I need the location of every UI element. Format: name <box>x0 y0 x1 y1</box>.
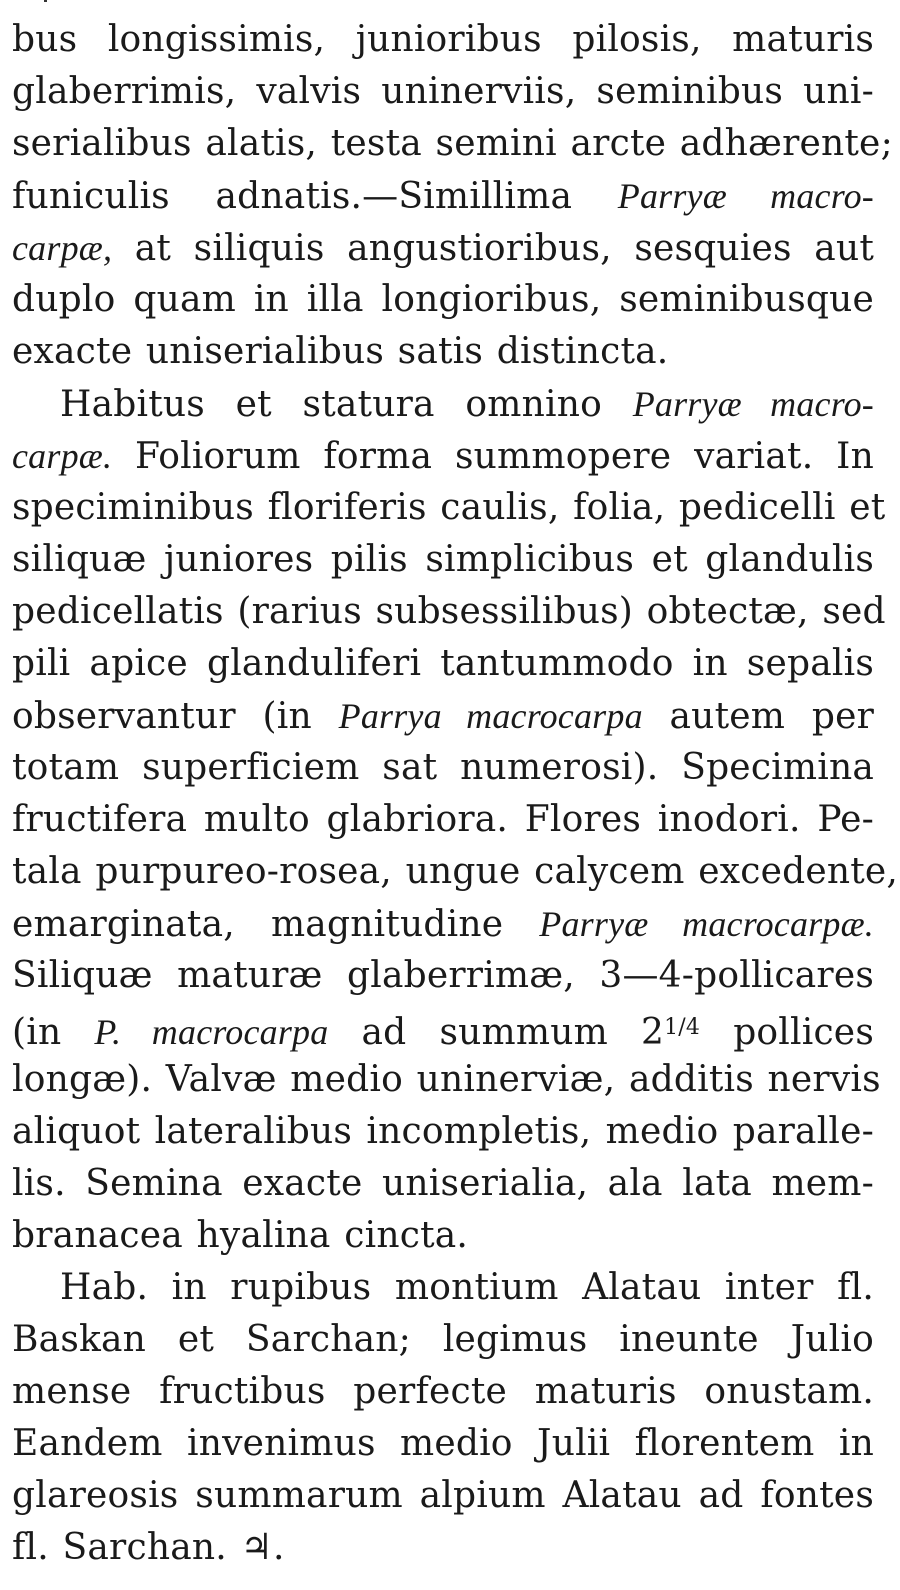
text-line: branacea hyalina cincta. <box>12 1215 469 1256</box>
text-line: carpæ, at siliquis angustioribus, sesquies aut <box>12 228 874 269</box>
taxon-name: carpæ. <box>12 436 113 476</box>
text-line: emarginata, magnitudine Parryæ macrocarpæ. <box>12 904 874 945</box>
text-line: speciminibus floriferis caulis, folia, pedicelli et <box>12 487 886 528</box>
text-line: (in P. macrocarpa ad summum $2^{1/4}$ pollices <box>12 1012 874 1053</box>
text-line: fl. Sarchan. ♃. <box>12 1527 285 1568</box>
text-line: mense fructibus perfecte maturis onustam. <box>12 1371 874 1412</box>
text-line: exacte uniserialibus satis distincta. <box>12 331 669 372</box>
taxon-name: P. macrocarpa <box>94 1012 329 1052</box>
text-line: observantur (in Parrya macrocarpa autem per <box>12 696 874 737</box>
taxon-name: Parryæ macro- <box>632 384 874 424</box>
text-line: carpæ. Foliorum forma summopere variat. In <box>12 436 874 477</box>
taxon-name: carpæ, <box>12 228 113 268</box>
taxon-name: Parryæ macro- <box>617 176 874 216</box>
text-line: Habitus et statura omnino Parryæ macro- <box>60 384 874 425</box>
text-line: glareosis summarum alpium Alatau ad fontes <box>12 1475 874 1516</box>
text-line: glaberrimis, valvis uninerviis, seminibus uni- <box>12 71 874 112</box>
text-line: funiculis adnatis.—Simillima Parryæ macro- <box>12 176 874 217</box>
text-line: tala purpureo-rosea, ungue calycem excedente, <box>12 851 899 892</box>
taxon-name: Parryæ macrocarpæ. <box>539 904 874 944</box>
text-line: pedicellatis (rarius subsessilibus) obtectæ, sed <box>12 591 886 632</box>
text-line: bus longissimis, junioribus pilosis, maturis <box>12 19 874 60</box>
text-line: Hab. in rupibus montium Alatau inter fl. <box>60 1267 874 1308</box>
text-line: Baskan et Sarchan; legimus ineunte Julio <box>12 1319 874 1360</box>
text-line: Siliquæ maturæ glaberrimæ, 3—4-pollicares <box>12 955 874 996</box>
taxon-name: Parrya macrocarpa <box>338 696 643 736</box>
text-line: duplo quam in illa longioribus, seminibusque <box>12 279 874 320</box>
text-line: aliquot lateralibus incompletis, medio paralle- <box>12 1111 874 1152</box>
text-line: longæ). Valvæ medio uninerviæ, additis nervis <box>12 1059 881 1100</box>
text-line: lis. Semina exacte uniserialia, ala lata mem- <box>12 1163 874 1204</box>
text-line: pili apice glanduliferi tantummodo in sepalis <box>12 643 874 684</box>
text-line: siliquæ juniores pilis simplicibus et glandulis <box>12 539 874 580</box>
text-line: fructifera multo glabriora. Flores inodori. Pe- <box>12 799 874 840</box>
text-line: Eandem invenimus medio Julii florentem in <box>12 1423 874 1464</box>
print-speck <box>44 0 47 2</box>
fraction: 1/4 <box>664 1015 701 1040</box>
text-line: totam superficiem sat numerosi). Specimina <box>12 747 874 788</box>
text-line: serialibus alatis, testa semini arcte adhærente; <box>12 123 893 164</box>
